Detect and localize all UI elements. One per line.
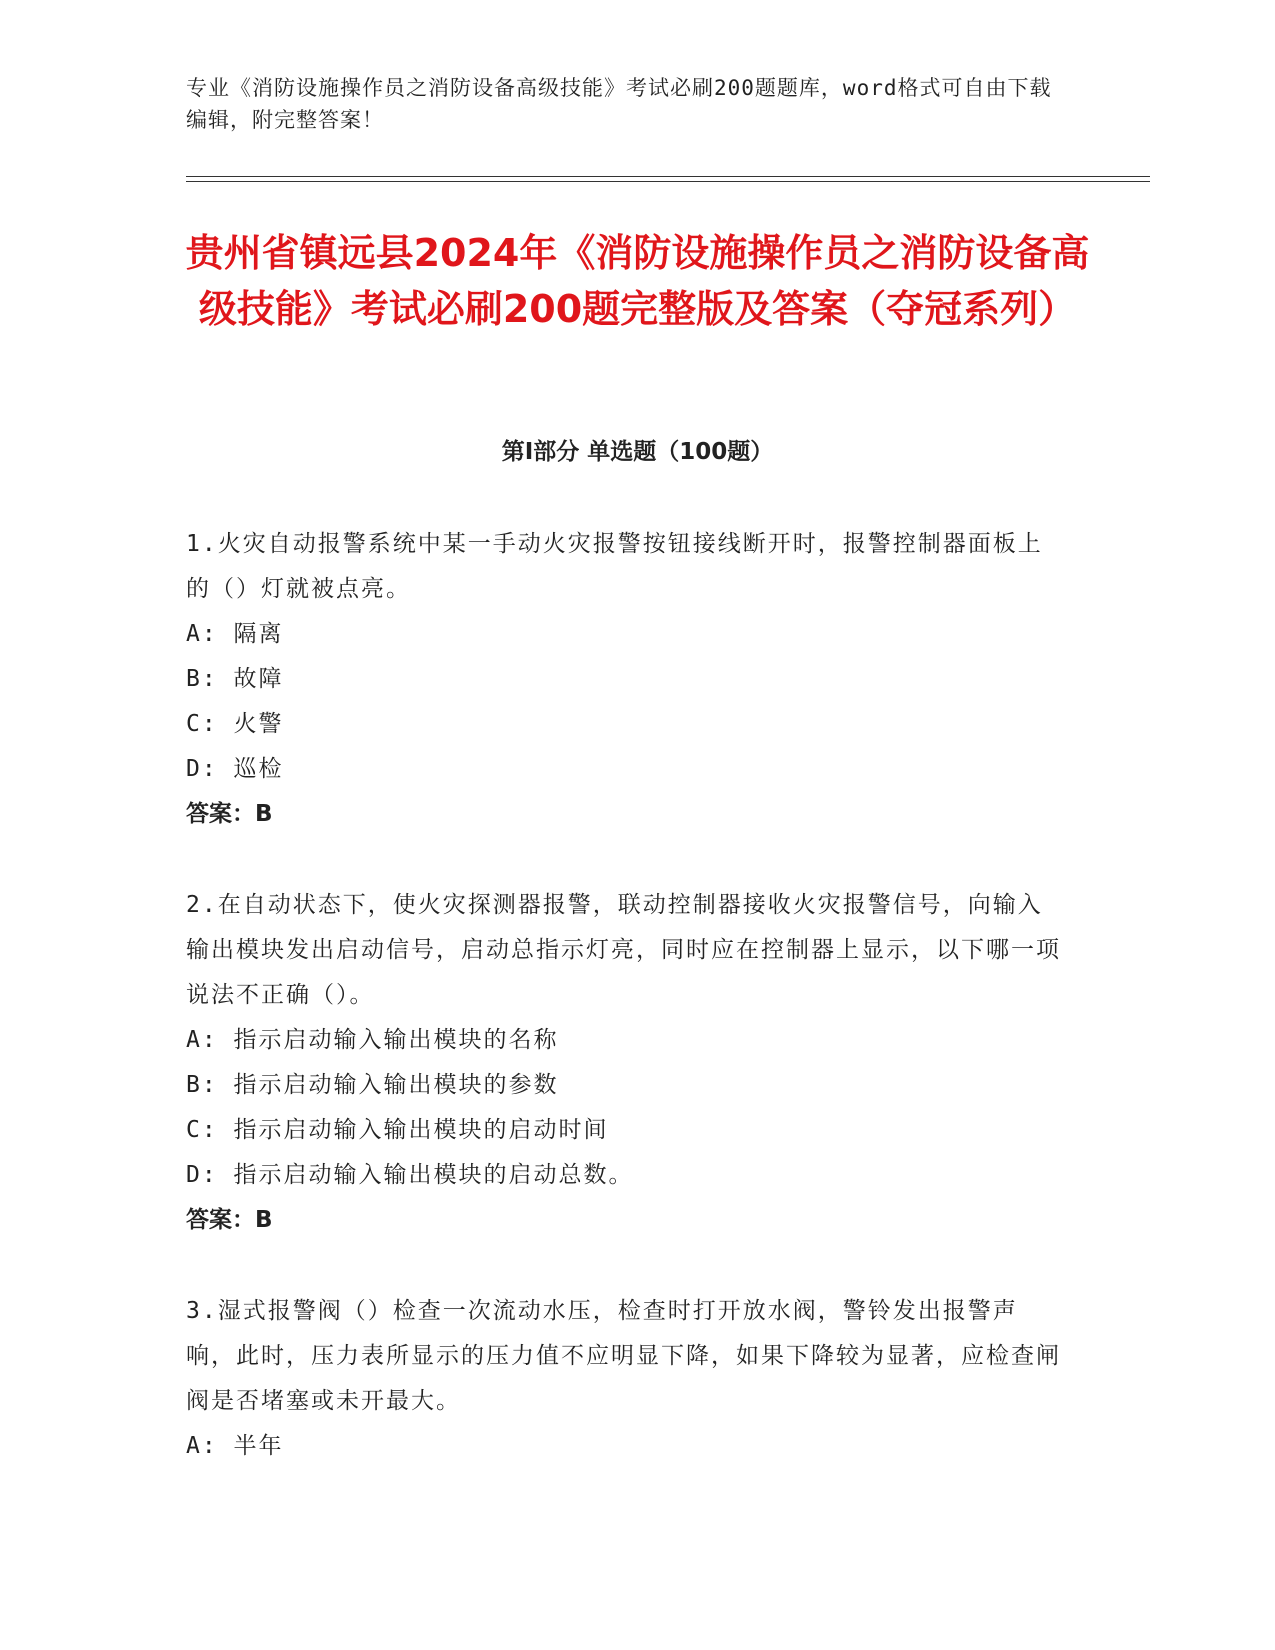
- question-1: [186, 522, 1066, 837]
- option-a: A: 指示启动输入输出模块的名称: [186, 1027, 559, 1053]
- question-list: [186, 522, 1066, 1515]
- option-d: D: 指示启动输入输出模块的启动总数。: [186, 1162, 634, 1188]
- question-text: 1.火灾自动报警系统中某一手动火灾报警按钮接线断开时，报警控制器面板上的（）灯就被点亮。: [186, 531, 1043, 602]
- answer: 答案：B: [186, 1207, 273, 1233]
- option-b: B: 指示启动输入输出模块的参数: [186, 1072, 559, 1098]
- option-d: D: 巡检: [186, 756, 284, 782]
- question-3: [186, 1289, 1066, 1469]
- option-a: A: 半年: [186, 1433, 284, 1459]
- option-c: C: 火警: [186, 711, 284, 737]
- header-note: 专业《消防设施操作员之消防设备高级技能》考试必刷200题题库，word格式可自由下载编辑，附完整答案！: [186, 76, 1052, 132]
- option-c: C: 指示启动输入输出模块的启动时间: [186, 1117, 609, 1143]
- header-rule-thick: [186, 176, 1150, 177]
- option-b: B: 故障: [186, 666, 284, 692]
- header-rule-thin: [186, 181, 1150, 182]
- question-text: 2.在自动状态下，使火灾探测器报警，联动控制器接收火灾报警信号，向输入输出模块发出启动信号，启动总指示灯亮，同时应在控制器上显示，以下哪一项说法不正确（）。: [186, 892, 1061, 1008]
- document-title: 贵州省镇远县2024年《消防设施操作员之消防设备高级技能》考试必刷200题完整版及答案（夺冠系列）: [185, 231, 1090, 331]
- question-text: 3.湿式报警阀（）检查一次流动水压，检查时打开放水阀，警铃发出报警声响，此时，压力表所显示的压力值不应明显下降，如果下降较为显著，应检查闸阀是否堵塞或未开最大。: [186, 1298, 1061, 1414]
- section-heading: 第I部分 单选题（100题）: [501, 439, 774, 465]
- answer: 答案：B: [186, 801, 273, 827]
- question-2: [186, 883, 1066, 1243]
- option-a: A: 隔离: [186, 621, 284, 647]
